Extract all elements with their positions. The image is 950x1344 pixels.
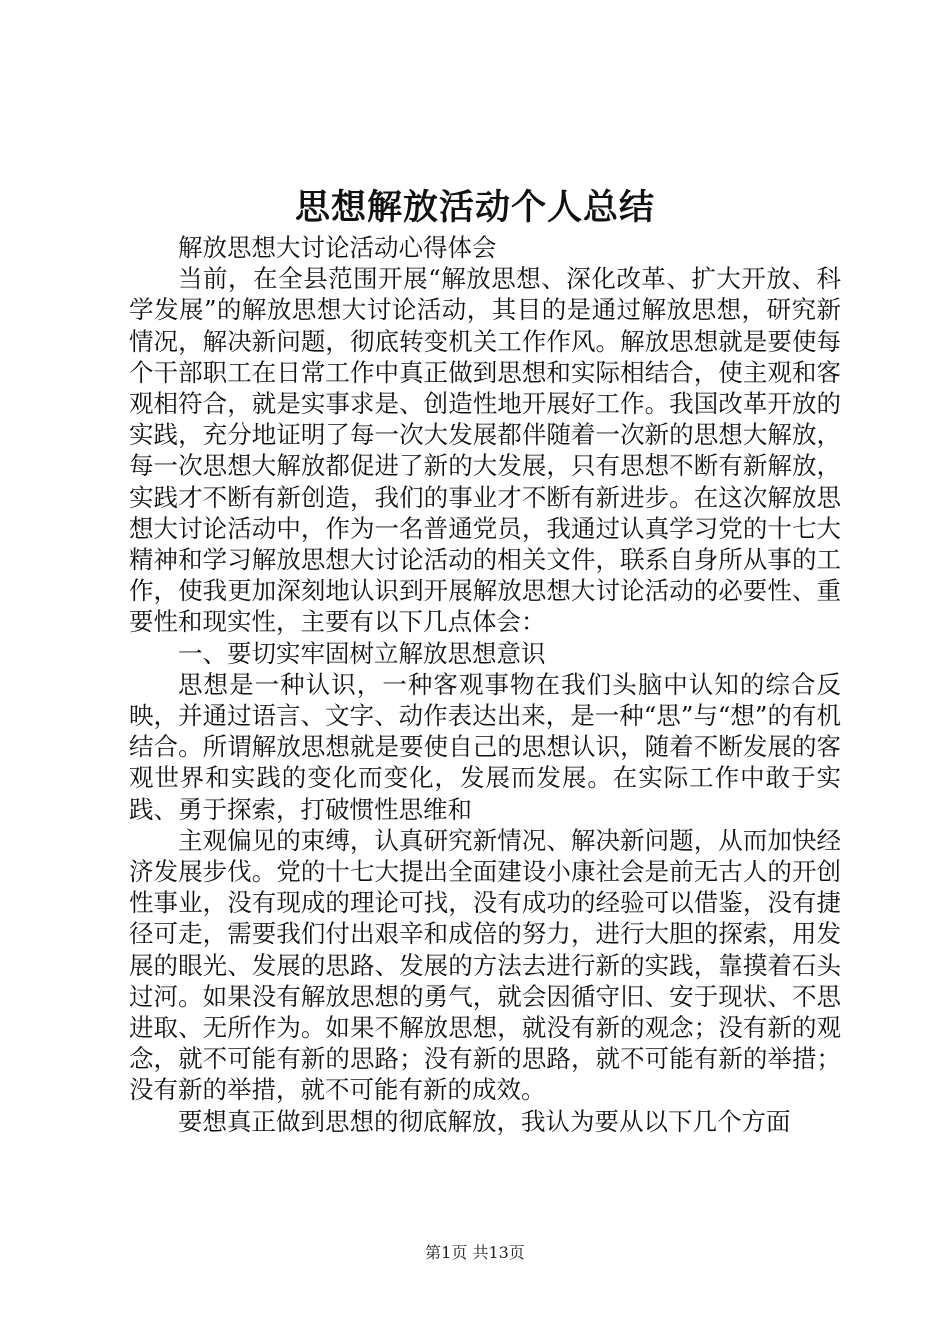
paragraph-intro: 当前，在全县范围开展“解放思想、深化改革、扩大开放、科学发展”的解放思想大讨论活动，其目的是通过解放思想，研究新情况，解决新问题，彻底转变机关工作作风。解放思想就是要使每个干部职工在日常工作中真正做到思想和实际相结合，使主观和客观相符合，就是实事求是、创造性地开展好工作。我国改革开放的实践，充分地证明了每一次大发展都伴随着一次新的思想大解放，每一次思想大解放都促进了新的大发展，只有思想不断有新解放，实践才不断有新创造，我们的事业才不断有新进步。在这次解放思想大讨论活动中，作为一名普通党员，我通过认真学习党的十七大精神和学习解放思想大讨论活动的相关文件，联系自身所从事的工作，使我更加深刻地认识到开展解放思想大讨论活动的必要性、重要性和现实性，主要有以下几点体会： [129, 264, 841, 637]
section-heading-1: 一、要切实牢固树立解放思想意识 [178, 638, 546, 668]
document-body [129, 232, 841, 1137]
paragraph-subtitle: 解放思想大讨论活动心得体会 [178, 233, 497, 262]
document-title: 思想解放活动个人总结 [294, 187, 655, 228]
page-number-footer: 第1页 共13页 [425, 1243, 525, 1262]
paragraph-thought-definition: 思想是一种认识，一种客观事物在我们头脑中认知的综合反映，并通过语言、文字、动作表达出来，是一种“思”与“想”的有机结合。所谓解放思想就是要使自己的思想认识，随着不断发展的客观世界和实践的变化而变化，发展而发展。在实际工作中敢于实践、勇于探索，打破惯性思维和 [129, 669, 841, 824]
paragraph-aspects-intro: 要想真正做到思想的彻底解放，我认为要从以下几个方面 [178, 1106, 791, 1136]
paragraph-subjective-bias: 主观偏见的束缚，认真研究新情况、解决新问题，从而加快经济发展步伐。党的十七大提出全面建设小康社会是前无古人的开创性事业，没有现成的理论可找，没有成功的经验可以借鉴，没有捷径可走，需要我们付出艰辛和成倍的努力，进行大胆的探索，用发展的眼光、发展的思路、发展的方法去进行新的实践，靠摸着石头过河。如果没有解放思想的勇气，就会因循守旧、安于现状、不思进取、无所作为。如果不解放思想，就没有新的观念；没有新的观念，就不可能有新的思路；没有新的思路，就不可能有新的举措；没有新的举措，就不可能有新的成效。 [129, 825, 841, 1105]
